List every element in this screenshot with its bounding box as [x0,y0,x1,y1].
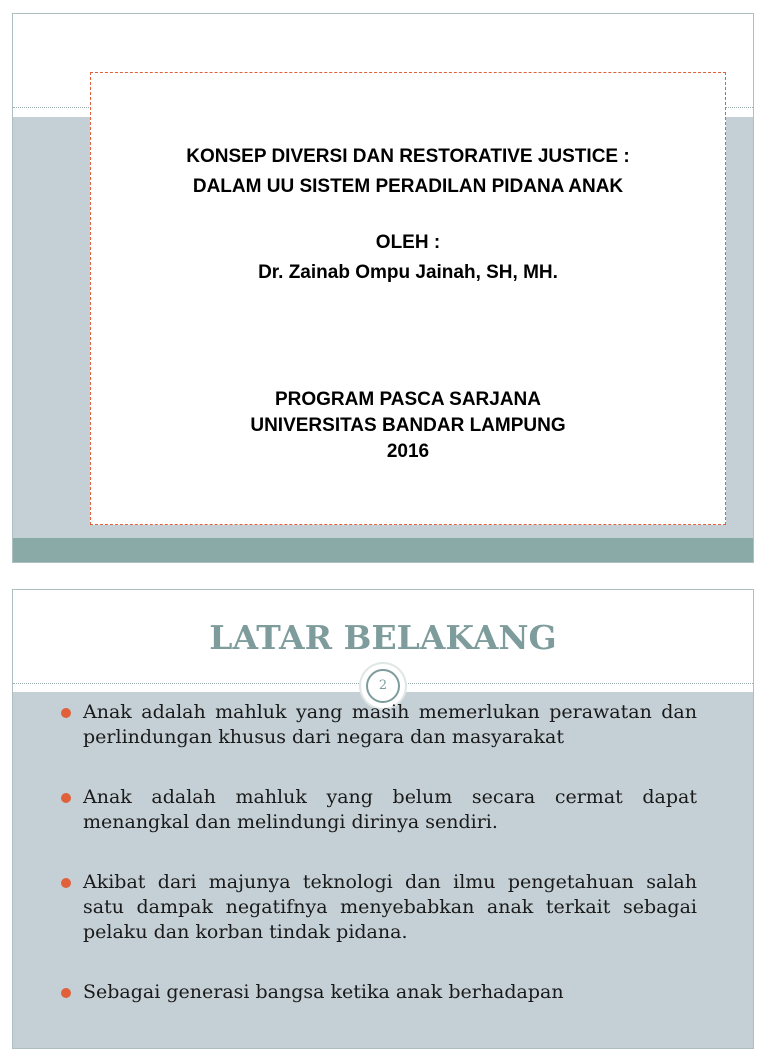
bullet-dot-icon [61,878,71,888]
slide-title: LATAR BELAKANG [209,618,557,657]
university-name: UNIVERSITAS BANDAR LAMPUNG [250,415,566,436]
list-item-text: Akibat dari majunya teknologi dan ilmu pengetahuan salah satu dampak negatifnya menyebabkan anak terkait sebagai pelaku dan korban tindak pidana. [83,871,697,943]
program-name: PROGRAM PASCA SARJANA [274,389,542,410]
title-line-1: KONSEP DIVERSI DAN RESTORATIVE JUSTICE : [186,146,630,167]
list-item [57,870,697,945]
oleh-label: OLEH : [375,232,441,253]
list-item [57,785,697,835]
bullet-dot-icon [61,708,71,718]
title-line-2: DALAM UU SISTEM PERADILAN PIDANA ANAK [192,176,624,197]
list-item [57,980,697,1005]
author-name: Dr. Zainab Ompu Jainah, SH, MH. [258,262,558,283]
title-text-box[interactable] [90,72,726,525]
content-slide [12,589,754,1049]
bullet-dot-icon [61,988,71,998]
list-item [57,700,697,750]
bullet-dot-icon [61,793,71,803]
bullet-list [57,700,697,1040]
bottom-strip [13,538,753,562]
list-item-text: Anak adalah mahluk yang belum secara cermat dapat menangkal dan melindungi dirinya sendiri. [83,786,697,833]
year: 2016 [386,441,430,462]
list-item-text: Sebagai generasi bangsa ketika anak berhadapan [83,981,564,1003]
title-slide [12,13,754,563]
page-number: 2 [366,669,400,703]
list-item-text: Anak adalah mahluk yang masih memerlukan perawatan dan perlindungan khusus dari negara dan masyarakat [83,701,697,748]
